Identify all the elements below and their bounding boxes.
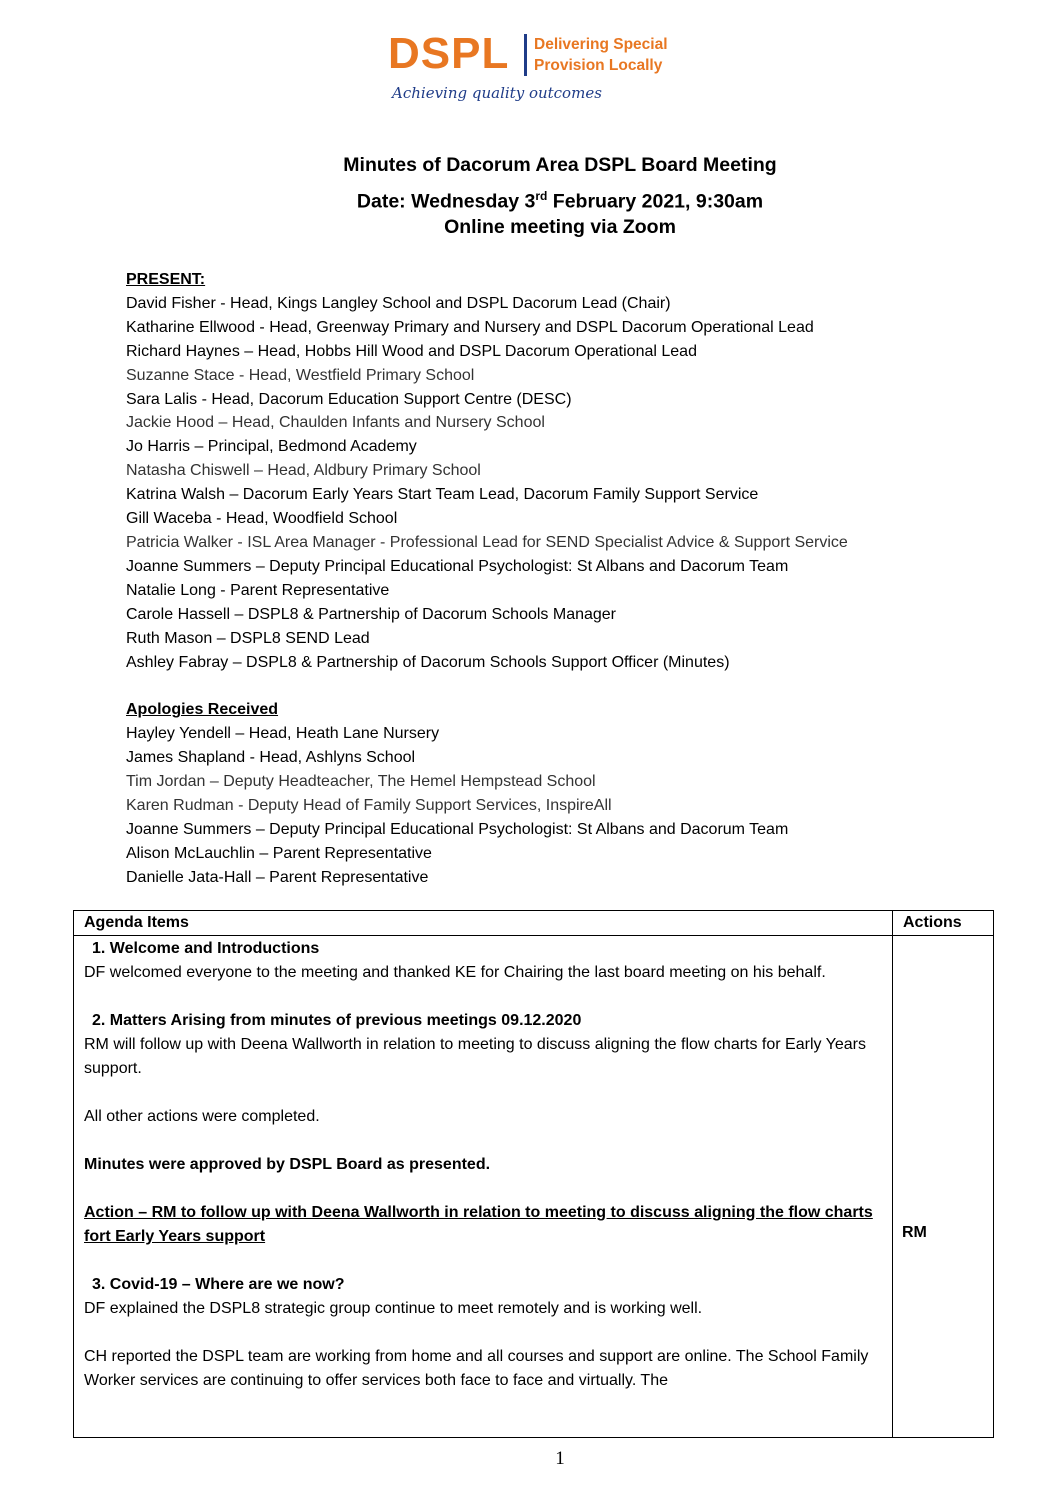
logo-tagline-line2: Provision Locally — [534, 57, 663, 74]
present-item: Katharine Ellwood - Head, Greenway Primary and Nursery and DSPL Dacorum Operational Lead — [126, 318, 814, 336]
action-owner: RM — [902, 1224, 927, 1241]
logo-divider — [524, 34, 527, 76]
present-item: Carole Hassell – DSPL8 & Partnership of Dacorum Schools Manager — [126, 605, 617, 623]
section-paragraph: DF welcomed everyone to the meeting and thanked KE for Chairing the last board meeting on his behalf. — [84, 964, 826, 981]
spacer — [84, 1249, 882, 1273]
section-paragraph: CH reported the DSPL team are working from home and all courses and support are online. The School Family Worker services are continuing to offer services both face to face and virtually. The — [84, 1348, 869, 1389]
section-heading: 1. Welcome and Introductions — [92, 940, 320, 957]
present-item: Jo Harris – Principal, Bedmond Academy — [126, 438, 417, 456]
approval-statement: Minutes were approved by DSPL Board as presented. — [84, 1156, 491, 1173]
logo-tagline-line1: Delivering Special — [534, 36, 668, 53]
actions-column-header: Actions — [893, 911, 994, 936]
page-number: 1 — [555, 1448, 565, 1469]
spacer — [84, 1081, 882, 1105]
apology-item: Hayley Yendell – Head, Heath Lane Nursery — [126, 725, 440, 743]
actions-cell — [893, 936, 994, 1438]
logo-tagline — [534, 34, 668, 76]
apology-item: James Shapland - Head, Ashlyns School — [126, 749, 416, 767]
present-item: Patricia Walker - ISL Area Manager - Professional Lead for SEND Specialist Advice & Support Service — [126, 533, 848, 551]
present-item: Sara Lalis - Head, Dacorum Education Support Centre (DESC) — [126, 390, 572, 408]
agenda-items-cell — [74, 936, 893, 1438]
apology-item: Joanne Summers – Deputy Principal Educational Psychologist: St Albans and Dacorum Team — [126, 820, 789, 838]
section-paragraph: All other actions were completed. — [84, 1108, 320, 1125]
present-item: Natalie Long - Parent Representative — [126, 581, 390, 599]
apology-item: Tim Jordan – Deputy Headteacher, The Hemel Hempstead School — [126, 773, 596, 791]
meeting-location: Online meeting via Zoom — [444, 216, 676, 238]
meeting-date-sup: rd — [535, 189, 548, 203]
spacer — [84, 1177, 882, 1201]
meeting-date-post: February 2021, 9:30am — [547, 190, 764, 213]
spacer — [84, 1321, 882, 1345]
section-paragraph: RM will follow up with Deena Wallworth in relation to meeting to discuss aligning the flow charts for Early Years support. — [84, 1036, 866, 1077]
agenda-table-header — [74, 911, 994, 936]
action-statement: Action – RM to follow up with Deena Wallworth in relation to meeting to discuss aligning the flow charts fort Early Years support — [84, 1204, 873, 1245]
spacer — [84, 1129, 882, 1153]
meeting-date-pre: Date: Wednesday 3 — [356, 190, 536, 213]
dspl-logo — [388, 28, 688, 108]
attendance-lists — [126, 268, 848, 890]
agenda-table — [73, 910, 994, 1438]
section-paragraph: DF explained the DSPL8 strategic group continue to meet remotely and is working well. — [84, 1300, 703, 1317]
present-item: Ruth Mason – DSPL8 SEND Lead — [126, 629, 370, 647]
present-item: Richard Haynes – Head, Hobbs Hill Wood and DSPL Dacorum Operational Lead — [126, 342, 697, 360]
present-item: Katrina Walsh – Dacorum Early Years Start Team Lead, Dacorum Family Support Service — [126, 486, 759, 504]
present-item: Gill Waceba - Head, Woodfield School — [126, 510, 398, 528]
logo-subtitle: Achieving quality outcomes — [392, 84, 602, 102]
present-item: Ashley Fabray – DSPL8 & Partnership of Dacorum Schools Support Officer (Minutes) — [126, 653, 730, 671]
present-item: Suzanne Stace - Head, Westfield Primary School — [126, 366, 475, 384]
logo-wordmark: DSPL — [388, 29, 510, 78]
apologies-heading: Apologies Received — [126, 701, 279, 719]
spacer — [84, 985, 882, 1009]
present-item: Natasha Chiswell – Head, Aldbury Primary School — [126, 462, 481, 480]
present-item: Joanne Summers – Deputy Principal Educational Psychologist: St Albans and Dacorum Team — [126, 557, 789, 575]
present-item: Jackie Hood – Head, Chaulden Infants and Nursery School — [126, 414, 545, 432]
present-item: David Fisher - Head, Kings Langley School and DSPL Dacorum Lead (Chair) — [126, 294, 671, 312]
section-heading: 2. Matters Arising from minutes of previous meetings 09.12.2020 — [92, 1012, 582, 1029]
section-heading: 3. Covid-19 – Where are we now? — [92, 1276, 345, 1293]
document-title: Minutes of Dacorum Area DSPL Board Meeting — [343, 154, 777, 176]
agenda-column-header: Agenda Items — [74, 911, 893, 936]
spacer — [126, 674, 848, 698]
present-heading: PRESENT: — [126, 271, 206, 288]
agenda-table-row — [74, 936, 994, 1438]
apology-item: Alison McLauchlin – Parent Representative — [126, 844, 432, 862]
apology-item: Danielle Jata-Hall – Parent Representative — [126, 868, 429, 886]
apology-item: Karen Rudman - Deputy Head of Family Support Services, InspireAll — [126, 796, 612, 814]
